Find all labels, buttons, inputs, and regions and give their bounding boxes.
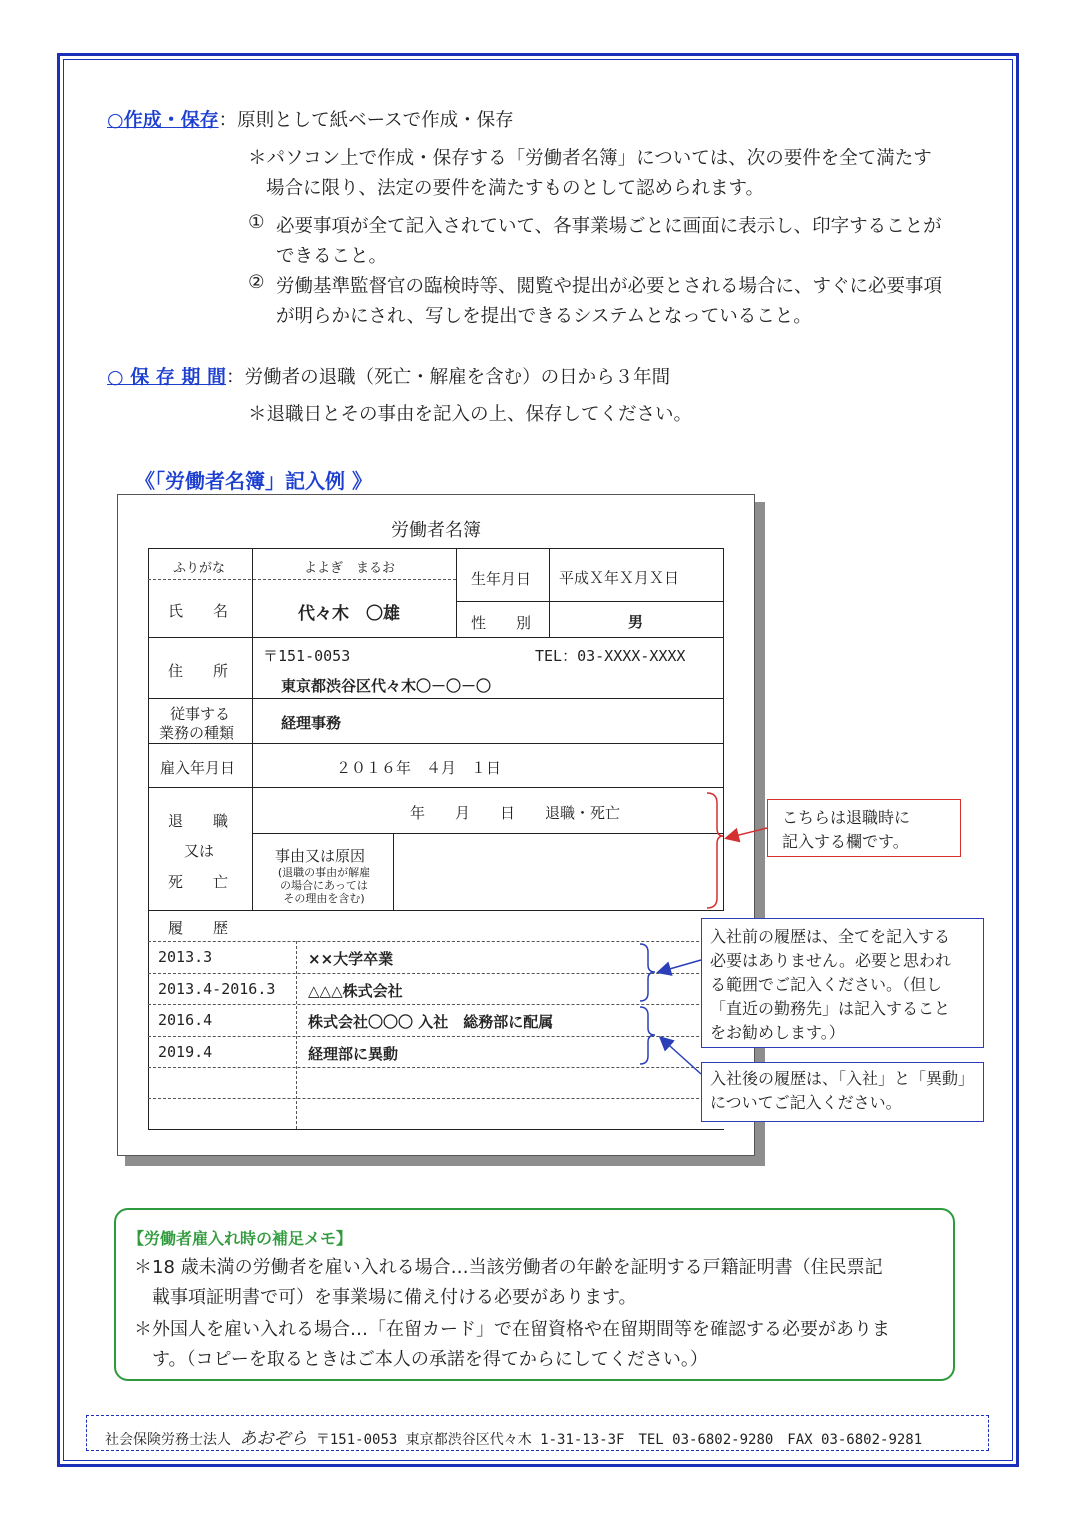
callout-pre-hire-line: る範囲でご記入ください。（但し: [710, 975, 943, 994]
item1-line2: できること。: [276, 246, 388, 267]
hire-label: 雇入年月日: [160, 759, 236, 777]
footer: [86, 1415, 989, 1451]
birth-label: 生年月日: [471, 570, 532, 588]
section-label-retention: ○ 保 存 期 間: [107, 366, 227, 388]
birth-value: 平成Ｘ年Ｘ月Ｘ日: [559, 569, 680, 587]
callout-pre-hire-line: 「直近の勤務先」は記入すること: [710, 999, 951, 1018]
retire-label-3: 死 亡: [168, 873, 229, 891]
history-label: 履 歴: [168, 919, 229, 937]
hire-value: ２０１６年 ４月 １日: [336, 759, 502, 777]
name-value: 代々木 〇雄: [298, 604, 400, 624]
footer-prefix: 社会保険労務士法人: [105, 1432, 231, 1448]
memo-line2: 載事項証明書で可）を事業場に備え付ける必要があります。: [152, 1287, 637, 1308]
callout-retire-line2: 記入する欄です。: [782, 832, 909, 851]
history-date: 2013.3: [158, 948, 213, 966]
callout-post-hire-line1: 入社後の履歴は、「入社」と「異動」: [710, 1069, 975, 1088]
address-value: 東京都渋谷区代々木〇－〇－〇: [281, 677, 492, 695]
job-label-1: 従事する: [170, 705, 231, 723]
example-title: 《「労働者名簿」記入例 》: [135, 469, 372, 493]
callout-pre-hire-history: [701, 918, 984, 1048]
post-hire-bracket: [640, 1007, 655, 1064]
item2-number: ②: [248, 272, 265, 293]
section-label-create-store: ○作成・保存: [107, 109, 219, 131]
name-label: 氏 名: [168, 602, 229, 620]
retire-label-1: 退 職: [168, 812, 229, 830]
footer-info: 〒151-0053 東京都渋谷区代々木 1-31-13-3F TEL 03-6802-9280 FAX 03-6802-9281: [315, 1432, 923, 1448]
job-value: 経理事務: [281, 714, 342, 732]
item2-line2: が明らかにされ、写しを提出できるシステムとなっていること。: [276, 306, 812, 327]
blue-arrow-1: [659, 960, 701, 972]
retire-bracket: [707, 793, 723, 908]
callout-pre-hire-line: 入社前の履歴は、全てを記入する: [710, 927, 951, 946]
form-title: 労働者名簿: [391, 520, 481, 541]
history-desc: △△△株式会社: [308, 982, 403, 1000]
pre-hire-bracket: [640, 944, 655, 1001]
sex-value: 男: [628, 613, 644, 631]
history-desc: ××大学卒業: [308, 950, 394, 968]
retire-date-field: 年 月 日 退職・死亡: [410, 804, 621, 822]
sex-label: 性 別: [471, 614, 532, 632]
item1-number: ①: [248, 212, 265, 233]
history-date: 2016.4: [158, 1011, 213, 1029]
reason-note-line1: (退職の事由が解雇: [277, 866, 371, 879]
history-date: 2013.4-2016.3: [158, 980, 276, 998]
callout-pre-hire-line: をお勧めします。）: [710, 1023, 845, 1042]
note-pc-line2: 場合に限り、法定の要件を満たすものとして認められます。: [266, 178, 765, 199]
section-main-retention: 労働者の退職（死亡・解雇を含む）の日から３年間: [244, 367, 671, 388]
footer-company-name: あおぞら: [239, 1429, 308, 1449]
memo-line3: ＊外国人を雇い入れる場合…「在留カード」で在留資格や在留期間等を確認する必要がありま: [134, 1319, 890, 1340]
callout-post-hire-history: [701, 1062, 984, 1122]
item2-line1: 労働基準監督官の臨検時等、閲覧や提出が必要とされる場合に、すぐに必要事項: [276, 276, 943, 297]
memo-line4: す。（コピーを取るときはご本人の承諾を得てからにしてください。）: [152, 1349, 708, 1370]
callout-post-hire-line2: についてご記入ください。: [710, 1093, 902, 1112]
furigana-value: よよぎ まるお: [304, 561, 396, 576]
memo-title: 【労働者雇入れ時の補足メモ】: [128, 1229, 353, 1248]
tel-value: TEL：03-XXXX-XXXX: [535, 647, 686, 665]
blue-arrow-2: [661, 1038, 701, 1074]
history-desc: 株式会社〇〇〇 入社 総務部に配属: [308, 1013, 554, 1031]
memo-line1: ＊18 歳未満の労働者を雇い入れる場合…当該労働者の年齢を証明する戸籍証明書（住民票記: [134, 1257, 883, 1278]
note-pc-line1: ＊パソコン上で作成・保存する「労働者名簿」については、次の要件を全て満たす: [248, 148, 932, 169]
reason-label: 事由又は原因: [275, 847, 366, 865]
item1-line1: 必要事項が全て記入されていて、各事業場ごとに画面に表示し、印字することが: [276, 216, 942, 237]
postal-code: 〒151-0053: [263, 647, 351, 665]
address-label: 住 所: [168, 662, 229, 680]
section-main-create-store: 原則として紙ベースで作成・保存: [237, 110, 514, 131]
retention-note: ＊退職日とその事由を記入の上、保存してください。: [248, 404, 693, 425]
colon: ：: [226, 367, 245, 388]
red-arrow: [727, 828, 767, 838]
callout-retire-line1: こちらは退職時に: [782, 808, 911, 827]
reason-note-line2: の場合にあっては: [280, 879, 368, 892]
history-date: 2019.4: [158, 1043, 213, 1061]
furigana-label: ふりがな: [173, 561, 226, 576]
callout-retire: [767, 799, 961, 857]
retire-label-2: 又は: [184, 842, 215, 860]
reason-note-line3: その理由を含む): [283, 892, 365, 905]
job-label-2: 業務の種類: [159, 724, 235, 742]
history-desc: 経理部に異動: [308, 1045, 399, 1063]
callout-pre-hire-line: 必要はありません。必要と思われ: [710, 951, 951, 970]
colon: ：: [218, 110, 238, 131]
